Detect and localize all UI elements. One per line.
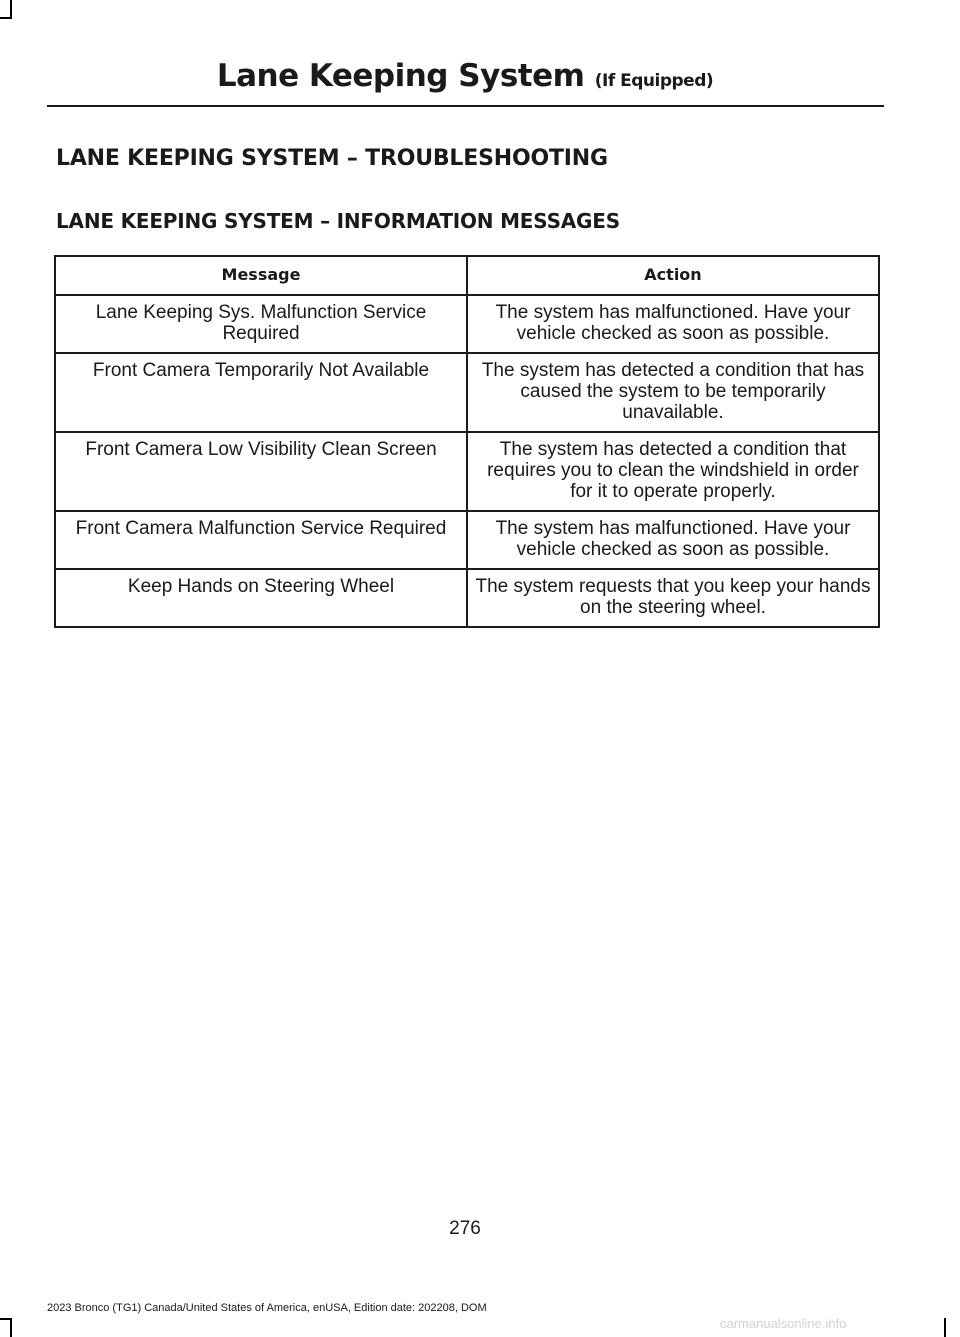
action-cell: The system requests that you keep your hands on the steering wheel. — [467, 569, 879, 627]
table-row — [55, 295, 879, 353]
page-number: 276 — [449, 1218, 481, 1239]
column-header-action: Action — [467, 256, 879, 295]
message-cell: Front Camera Malfunction Service Required — [55, 511, 467, 569]
page-header-title — [0, 58, 930, 94]
column-header-message: Message — [55, 256, 467, 295]
crop-mark-bottom-left-v — [10, 1318, 12, 1337]
crop-mark-top-left-h — [0, 17, 12, 19]
table-row — [55, 569, 879, 627]
table-row — [55, 432, 879, 511]
information-messages-table — [54, 255, 880, 628]
crop-mark-top-left-v — [10, 0, 12, 17]
watermark: carmanualsonline.info — [720, 1316, 847, 1331]
action-cell: The system has malfunctioned. Have your vehicle checked as soon as possible. — [467, 511, 879, 569]
message-cell: Front Camera Low Visibility Clean Screen — [55, 432, 467, 511]
table-header-row — [55, 256, 879, 295]
header-rule — [47, 105, 884, 107]
table-row — [55, 511, 879, 569]
action-cell: The system has malfunctioned. Have your vehicle checked as soon as possible. — [467, 295, 879, 353]
message-cell: Keep Hands on Steering Wheel — [55, 569, 467, 627]
header-title-suffix: (If Equipped) — [594, 71, 714, 91]
message-cell: Lane Keeping Sys. Malfunction Service Required — [55, 295, 467, 353]
table-row — [55, 353, 879, 432]
section-title: LANE KEEPING SYSTEM – TROUBLESHOOTING — [56, 146, 608, 171]
crop-mark-bottom-left-h — [0, 1318, 12, 1320]
subsection-title: LANE KEEPING SYSTEM – INFORMATION MESSAGES — [56, 209, 620, 233]
crop-mark-bottom-right-v — [944, 1318, 946, 1337]
action-cell: The system has detected a condition that has caused the system to be temporarily unavailable. — [467, 353, 879, 432]
action-cell: The system has detected a condition that requires you to clean the windshield in order for it to operate properly. — [467, 432, 879, 511]
header-title-text: Lane Keeping System — [216, 58, 585, 94]
message-cell: Front Camera Temporarily Not Available — [55, 353, 467, 432]
footer-edition-text: 2023 Bronco (TG1) Canada/United States of America, enUSA, Edition date: 202208, DOM — [47, 1302, 487, 1314]
